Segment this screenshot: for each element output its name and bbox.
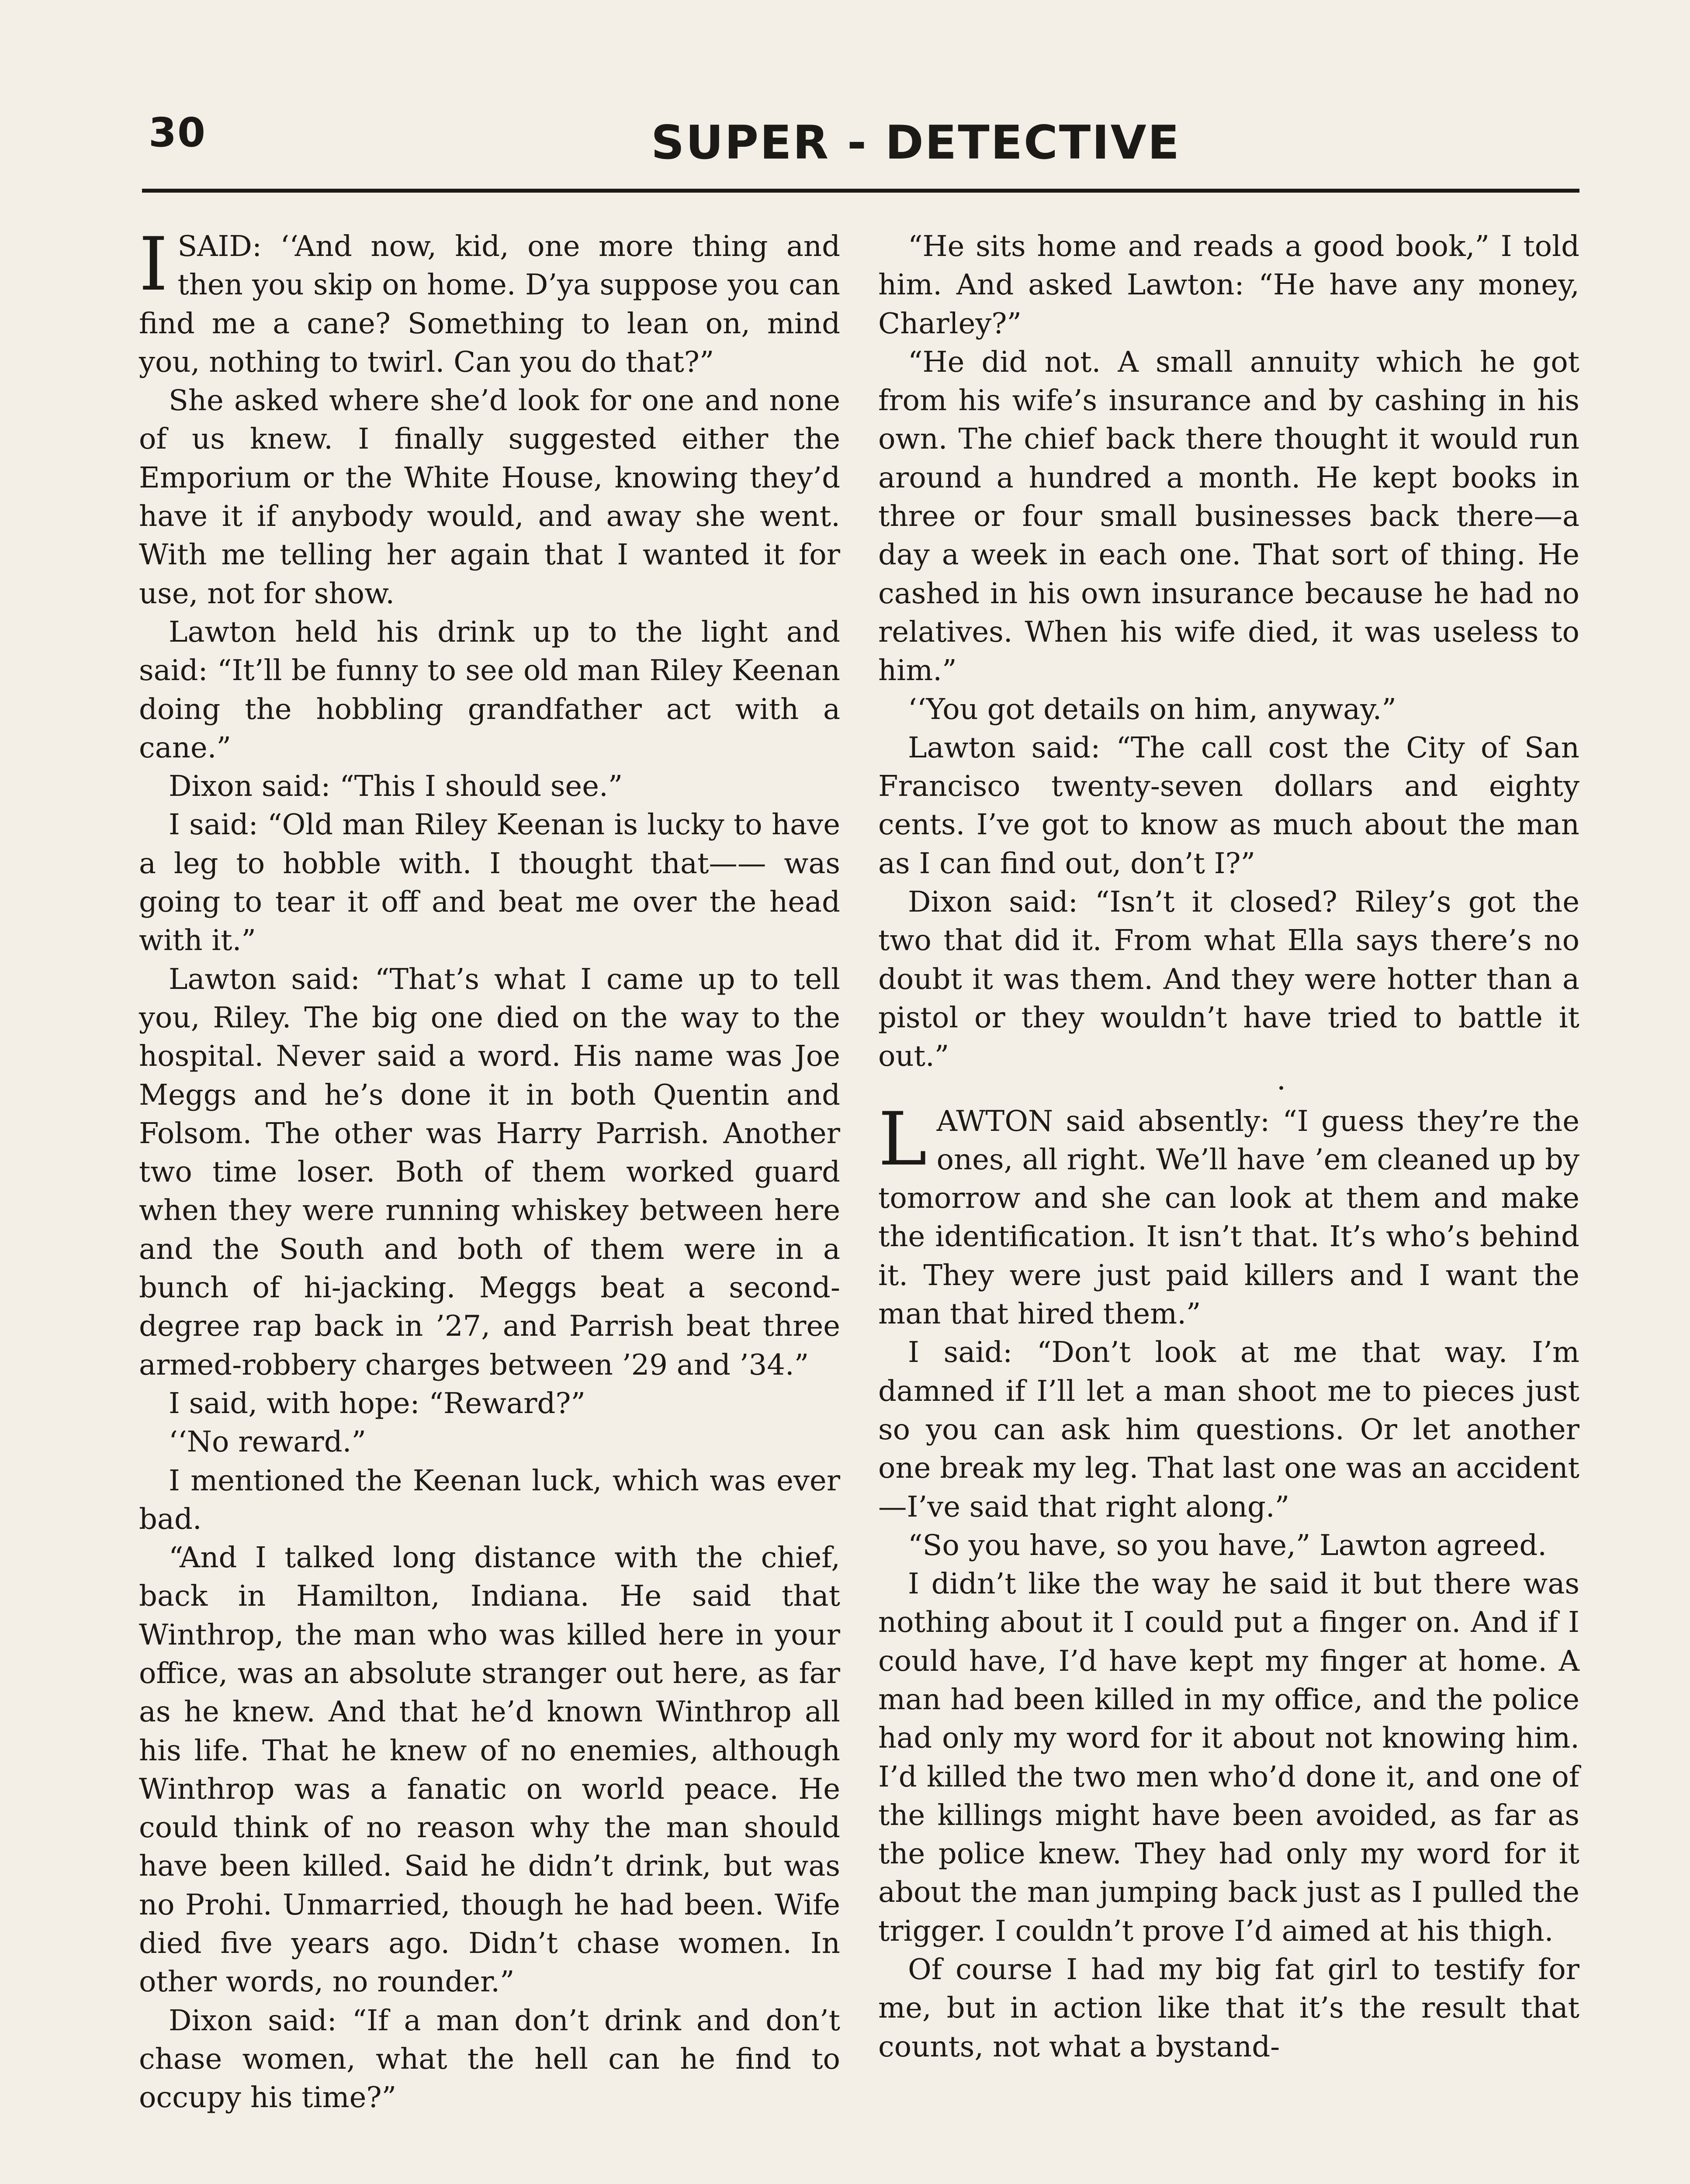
paragraph: “He did not. A small annuity which he got from his wife’s insurance and by cashing in his own. The chief back there thought it would run around a hundred a month. He kept books in three or four small businesses back there—a day a week in each one. That sort of thing. He cashed in his own insurance because he had no relatives. When his wife died, it was useless to him.” <box>878 345 1579 688</box>
right-column <box>878 227 1579 2066</box>
paragraph: Lawton held his drink up to the light and said: “It’ll be funny to see old man Riley Keenan doing the hobbling grandfather act with a cane.” <box>139 615 840 764</box>
paragraph: “So you have, so you have,” Lawton agreed. <box>908 1528 1547 1562</box>
paragraph: Dixon said: “If a man don’t drink and don’t chase women, what the hell can he find to occupy his time?” <box>139 2004 840 2115</box>
paragraph: “He sits home and reads a good book,” I told him. And asked Lawton: “He have any money, Charley?” <box>878 230 1579 340</box>
paragraph: Dixon said: “This I should see.” <box>169 770 623 803</box>
paragraph-text: : ‘‘And now, kid, one more thing and then you skip on home. D’ya suppose you can find me a cane? Something to lean on, mind you, nothing to twirl. Can you do that?” <box>139 230 840 379</box>
paragraph: ‘‘You got details on him, anyway.” <box>908 692 1396 726</box>
paragraph: I didn’t like the way he said it but there was nothing about it I could put a finger on. And if I could have, I’d have kept my finger at home. A man had been killed in my office, and the police had only my word for it about not knowing him. I’d killed the two men who’d done it, and one of the killings might have been avoided, as far as the police knew. They had only my word for it about the man jumping back just as I pulled the trigger. I couldn’t prove I’d aimed at his thigh. <box>878 1567 1579 1948</box>
opening-paragraph <box>139 221 840 381</box>
paragraph: Lawton said: “That’s what I came up to tell you, Riley. The big one died on the way to the hospital. Never said a word. His name was Joe Meggs and he’s done it in both Quentin and Folsom. The other was Harry Parrish. Another two time loser. Both of them worked guard when they were running whiskey between here and the South and both of them were in a bunch of hi-jacking. Meggs beat a second-degree rap back in ’27, and Parrish beat three armed-robbery charges between ’29 and ’34.” <box>139 962 840 1382</box>
drop-cap: I <box>139 221 168 307</box>
paragraph-text: said absently: “I guess they’re the ones, all right. We’ll have ’em cleaned up by tomorrow and she can look at them and make the identification. It isn’t that. It’s who’s behind it. They were just paid killers and I want the man that hired them.” <box>878 1104 1579 1331</box>
paragraph: ‘‘No reward.” <box>169 1425 366 1459</box>
paragraph: “And I talked long distance with the chief, back in Hamilton, Indiana. He said that Winthrop, the man who was killed here in your office, was an absolute stranger out here, as far as he knew. And that he’d known Winthrop all his life. That he knew of no enemies, although Winthrop was a fanatic on world peace. He could think of no reason why the man should have been killed. Said he didn’t drink, but was no Prohi. Unmarried, though he had been. Wife died five years ago. Didn’t chase women. In other words, no rounder.” <box>139 1541 840 1999</box>
drop-cap: L <box>878 1096 927 1182</box>
page-number: 30 <box>149 109 207 156</box>
section-small-caps: AWTON <box>936 1104 1053 1138</box>
magazine-title: SUPER - DETECTIVE <box>651 116 1181 169</box>
left-column <box>139 221 840 2117</box>
header-rule <box>142 189 1579 193</box>
paragraph: Of course I had my big fat girl to testify for me, but in action like that it’s the result that counts, not what a bystand- <box>878 1953 1579 2063</box>
section-break-mark: • <box>1277 1081 1285 1096</box>
paragraph: I said: “Don’t look at me that way. I’m damned if I’ll let a man shoot me to pieces just so you can ask him questions. Or let another one break my leg. That last one was an accident—I’ve said that right along.” <box>878 1336 1579 1524</box>
paragraph: She asked where she’d look for one and none of us knew. I finally suggested either the Emporium or the White House, knowing they’d have it if anybody would, and away she went. With me telling her again that I wanted it for use, not for show. <box>139 384 840 610</box>
opening-small-caps: SAID <box>177 230 252 263</box>
paragraph: Lawton said: “The call cost the City of San Francisco twenty-seven dollars and eighty cents. I’ve got to know as much about the man as I can find out, don’t I?” <box>878 731 1579 880</box>
paragraph: Dixon said: “Isn’t it closed? Riley’s got the two that did it. From what Ella says there’s no doubt it was them. And they were hotter than a pistol or they wouldn’t have tried to battle it out.” <box>878 885 1579 1073</box>
paragraph: I mentioned the Keenan luck, which was ever bad. <box>139 1464 840 1536</box>
section-opening-paragraph <box>878 1096 1579 1334</box>
paragraph: I said: “Old man Riley Keenan is lucky to have a leg to hobble with. I thought that—— was going to tear it off and beat me over the head with it.” <box>139 808 840 957</box>
paragraph: I said, with hope: “Reward?” <box>169 1386 585 1420</box>
